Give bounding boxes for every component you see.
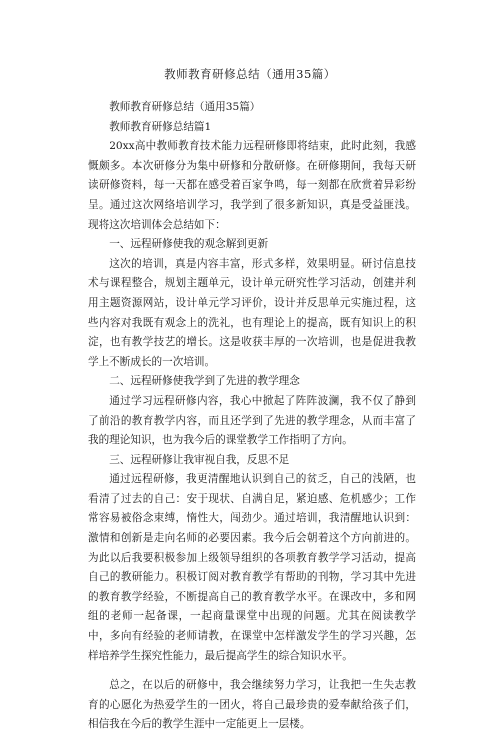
- section-heading-2: 二、远程研修使我学到了先进的教学理念: [109, 375, 300, 388]
- paragraph-section-3: 通过远程研修，我更清醒地认识到自己的贫乏，自己的浅陋，也看清了过去的自己：安于现状、自满自足，紧迫感、危机感少；工作常容易被俗念束缚，惰性大，闯劲少。通过培训，我清醒地认识到：激情和创新是走向名师的必要因素。我今后会朝着这个方向前进的。为此以后我要积极参加上级领导组织的各项教育教学学习活动，提高自己的教研能力。积极订阅对教育教学有帮助的刊物，学习其中先进的教育教学经验，不断提高自己的教育教学水平。在课改中，多和网组的老师一起备课，一起商量课堂中出现的问题。尤其在阅读教学中，多向有经验的老师请教，在课堂中怎样激发学生的学习兴趣，怎样培养学生探究性能力，最后提高学生的综合知识水平。: [88, 473, 416, 662]
- paragraph-section-2: 通过学习远程研修内容，我心中掀起了阵阵波澜，我不仅了静到了前沿的教育教学内容，而且还学到了先进的教学理念，从而丰富了我的理论知识，也为我今后的课堂教学工作指明了方向。: [88, 394, 416, 447]
- paragraph-section-1: 这次的培训，真是内容丰富，形式多样，效果明显。研讨信息技术与课程整合，规划主题单元，设计单元研究性学习活动，创建并利用主题资源网站，设计单元学习评价，设计并反思单元实施过程，这些内容对我既有观念上的洗礼，也有理论上的提高，既有知识上的积淀，也有教学技艺的增长。这是收获丰厚的一次培训，也是促进我教学上不断成长的一次培训。: [88, 257, 416, 368]
- paragraph-conclusion: 总之，在以后的研修中，我会继续努力学习，让我把一生失志教育的心愿化为热爱学生的一团火，将自己最珍贵的爱奉献给孩子们，相信我在今后的教学生涯中一定能更上一层楼。: [88, 679, 416, 731]
- paragraph-subheading: 教师教育研修总结篇1: [109, 120, 212, 133]
- section-heading-3: 三、远程研修让我审视自我，反思不足: [109, 453, 290, 466]
- document-title: 教师教育研修总结（通用35篇）: [164, 67, 336, 81]
- paragraph-heading: 教师教育研修总结（通用35篇）: [109, 101, 261, 113]
- section-heading-1: 一、远程研修使我的观念解到更新: [109, 238, 269, 251]
- document-body: [88, 98, 416, 735]
- paragraph-intro: 20xx高中教师教育技术能力远程研修即将结束，此时此刻，我感慨颇多。本次研修分为集中研修和分散研修。在研修期间，我每天研读研修资料，每一天都在感受着百家争鸣，每一刻都在欣赏着异彩纷呈。通过这次网络培训学习，我学到了很多新知识，真是受益匪浅。现将这次培训体会总结如下：: [88, 140, 416, 231]
